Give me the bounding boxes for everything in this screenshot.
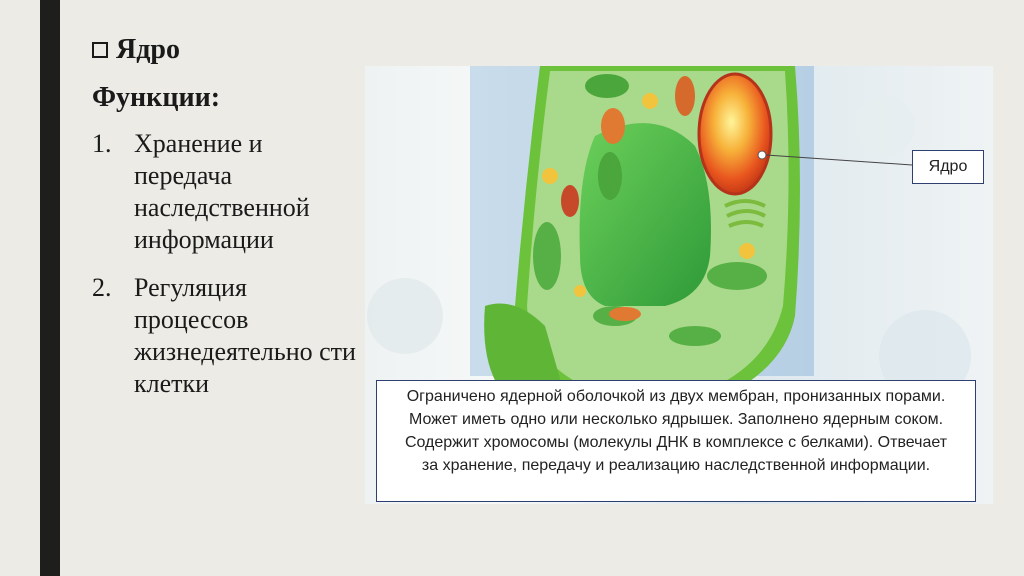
bg-blob (855, 96, 915, 156)
vesicle (642, 93, 658, 109)
nucleus-caption: Ограничено ядерной оболочкой из двух мембран, пронизанных порами. Может иметь одно или несколько ядрышек. Заполнено ядерным соком. Содержит хромосомы (молекулы ДНК в комплексе с белками). Отвечает за хранение, передачу и реализацию наследственной информации. (376, 380, 976, 502)
vesicle (574, 285, 586, 297)
checkbox-square-icon (92, 42, 108, 58)
chloroplast (669, 326, 721, 346)
item-text: Регуляция процессов жизнедеятельно сти клетки (134, 273, 356, 398)
left-accent-bar (40, 0, 60, 576)
chloroplast (585, 74, 629, 98)
heading-text: Ядро (116, 34, 180, 65)
bg-blob (367, 278, 443, 354)
item-number: 1. (92, 129, 112, 158)
mitochondrion (609, 307, 641, 321)
central-vacuole (580, 123, 711, 306)
item-text: Хранение и передача наследственной информации (134, 129, 310, 254)
vesicle (542, 168, 558, 184)
functions-subheading: Функции: (92, 82, 221, 113)
chloroplast (533, 222, 561, 290)
vesicle (739, 243, 755, 259)
nucleus-label: Ядро (912, 150, 984, 184)
slide-heading (92, 34, 180, 66)
mitochondrion (601, 108, 625, 144)
pointer-dot (758, 151, 766, 159)
chloroplast (598, 152, 622, 200)
chloroplast (707, 262, 767, 290)
mitochondrion (675, 76, 695, 116)
functions-list (92, 128, 362, 416)
list-item (92, 128, 362, 256)
mitochondrion (561, 185, 579, 217)
item-number: 2. (92, 273, 112, 302)
nucleus (699, 74, 771, 194)
list-item (92, 272, 362, 400)
